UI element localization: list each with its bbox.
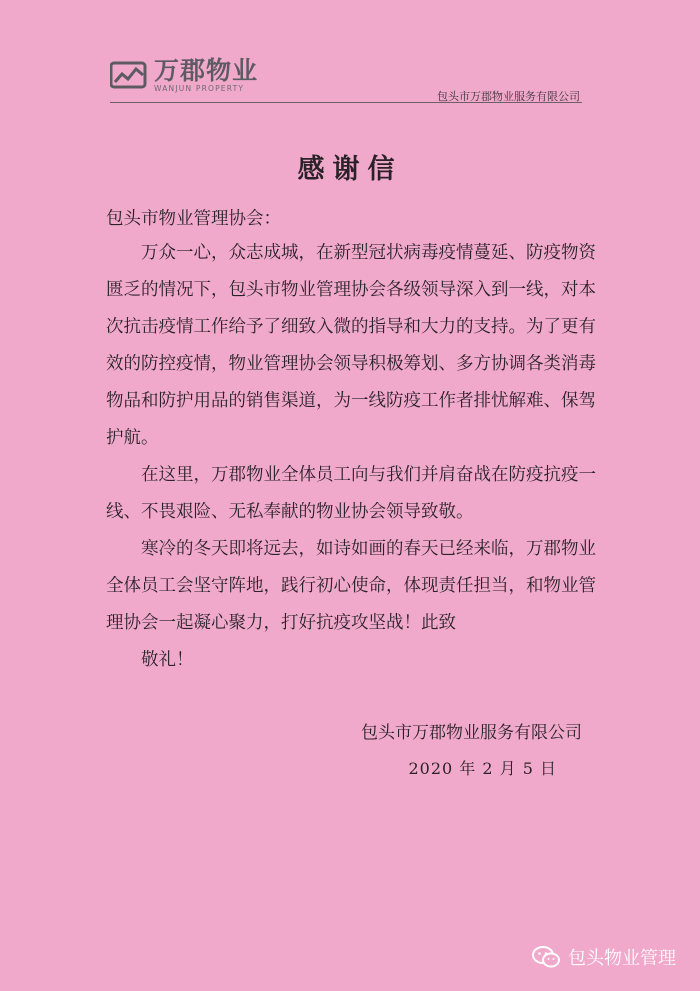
letter-closing: 敬礼！ [141,650,194,670]
signature: 包头市万郡物业服务有限公司 [361,723,582,743]
header-divider [110,102,582,103]
letter-body [106,235,601,679]
company-logo [110,58,258,93]
body-paragraph: 万众一心，众志成城，在新型冠状病毒疫情蔓延、防疫物资匮乏的情况下，包头市物业管理协会各级领导深入到一线，对本次抗击疫情工作给予了细致入微的指导和大力的支持。为了更有效的防控疫情，物业管理协会领导积极筹划、多方协调各类消毒物品和防护用品的销售渠道，为一线防疫工作者排忧解难、保驾护航。 [106,243,596,448]
logo-mark-icon [110,61,148,89]
logo-name-cn: 万郡物业 [154,56,259,85]
letter-greeting: 包头市物业管理协会： [106,209,281,229]
header-company-name: 包头市万郡物业服务有限公司 [437,90,580,103]
source-watermark [532,944,676,970]
watermark-text: 包头物业管理 [568,948,676,969]
letter-title: 感谢信 [297,154,403,185]
body-paragraph: 在这里，万郡物业全体员工向与我们并肩奋战在防疫抗疫一线、不畏艰险、无私奉献的物业协会领导致敬。 [106,465,596,522]
letter-date: 2020 年 2 月 5 日 [408,759,557,778]
wechat-icon [532,946,560,968]
body-paragraph: 寒冷的冬天即将远去，如诗如画的春天已经来临，万郡物业全体员工会坚守阵地，践行初心使命，体现责任担当，和物业管理协会一起凝心聚力，打好抗疫攻坚战！此致 [106,539,596,633]
logo-name-en: WANJUN PROPERTY [154,84,245,93]
